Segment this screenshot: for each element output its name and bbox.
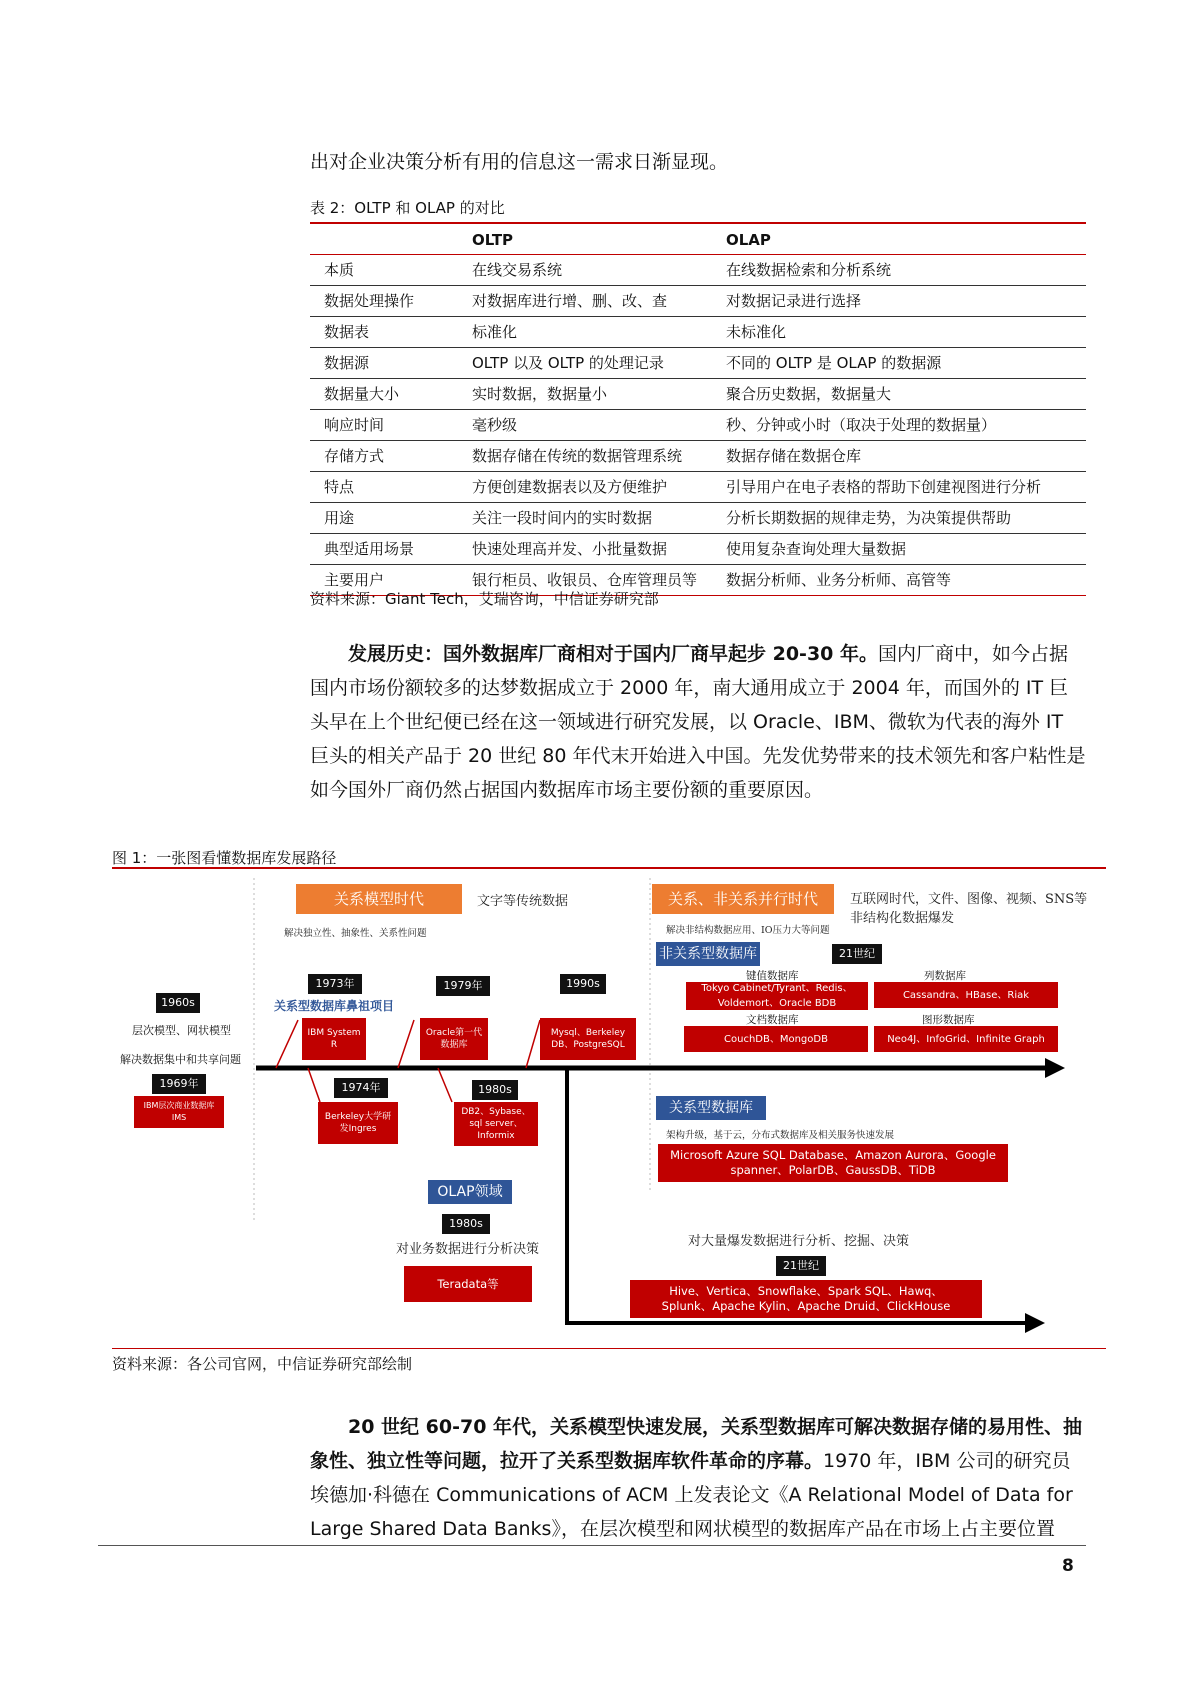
table-cell: 用途 [324, 509, 355, 527]
table-cell: 本质 [324, 261, 355, 279]
parallel-era-title: 关系、非关系并行时代 [652, 884, 834, 914]
table-cell: 数据处理操作 [324, 292, 415, 310]
table-cell: 使用复杂查询处理大量数据 [726, 540, 907, 558]
header-cell-oltp: OLTP [472, 231, 514, 249]
ibm-system-r-box: IBM System R [302, 1018, 366, 1060]
year-1979: 1979年 [436, 976, 490, 996]
relational-era-note: 文字等传统数据 [477, 894, 569, 909]
parallel-era-note: 互联网时代，文件、图像、视频、SNS等非结构化数据爆发 [850, 892, 1088, 926]
teradata-box: Teradata等 [404, 1266, 532, 1302]
year-1973: 1973年 [308, 974, 362, 994]
year-1980s: 1980s [472, 1080, 518, 1100]
intro-text: 出对企业决策分析有用的信息这一需求日渐显现。 [310, 151, 729, 173]
table-cell: 在线交易系统 [472, 261, 563, 279]
table-cell: 数据存储在传统的数据管理系统 [472, 447, 683, 465]
ims-box: IBM层次商业数据库IMS [134, 1096, 224, 1128]
figure-bottom-rule [112, 1348, 1106, 1349]
big-data-box: Hive、Vertica、Snowflake、Spark SQL、Hawq、Splunk、Apache Kylin、Apache Druid、ClickHouse [630, 1280, 982, 1318]
oracle-first-box: Oracle第一代数据库 [420, 1018, 488, 1060]
figure-source: 资料来源：各公司官网，中信证券研究部绘制 [112, 1355, 413, 1373]
table-cell: OLTP 以及 OLTP 的处理记录 [472, 354, 664, 372]
table-cell: 不同的 OLTP 是 OLAP 的数据源 [726, 354, 942, 372]
table-cell: 数据源 [324, 354, 370, 372]
mysql-box: Mysql、Berkeley DB、PostgreSQL [540, 1018, 636, 1060]
hierarchical-model-label: 层次模型、网状模型 [132, 1024, 231, 1037]
page-number: 8 [1062, 1556, 1074, 1576]
connector-1973 [276, 1020, 298, 1068]
table-cell: 对数据记录进行选择 [726, 292, 862, 310]
year-1969: 1969年 [152, 1074, 206, 1094]
year-1960s: 1960s [156, 993, 200, 1013]
olap-title: OLAP领域 [428, 1180, 512, 1204]
table-cell: 数据量大小 [324, 385, 400, 403]
relational-era-sub: 解决独立性、抽象性、关系性问题 [284, 928, 427, 939]
table-cell: 毫秒级 [472, 416, 518, 434]
table-cell: 关注一段时间内的实时数据 [472, 509, 653, 527]
db2-sybase-box: DB2、Sybase、sql server、Informix [454, 1102, 538, 1146]
figure-caption: 图 1：一张图看懂数据库发展路径 [112, 849, 337, 867]
relational-ancestor-label: 关系型数据库鼻祖项目 [274, 999, 395, 1013]
table-cell: 分析长期数据的规律走势，为决策提供帮助 [726, 509, 1012, 527]
relational-paragraph [310, 1410, 1086, 1546]
connector-1990s [526, 1020, 540, 1068]
table-cell: 响应时间 [324, 416, 385, 434]
nonrelational-title: 非关系型数据库 [656, 942, 760, 966]
document-db-label: 文档数据库 [746, 1014, 799, 1026]
column-db-box: Cassandra、HBase、Riak [874, 982, 1058, 1008]
year-1990s: 1990s [560, 974, 606, 994]
connector-1974 [308, 1068, 320, 1102]
main-arrow-head [1045, 1058, 1065, 1078]
olap-year-1980s: 1980s [442, 1214, 490, 1234]
ingres-box: Berkeley大学研发Ingres [318, 1102, 398, 1144]
table-cell: 标准化 [472, 323, 518, 341]
table-cell: 未标准化 [726, 323, 787, 341]
table-source: 资料来源：Giant Tech，艾瑞咨询，中信证券研究部 [310, 590, 659, 608]
history-body: 国内厂商中，如今占据国内市场份额较多的达梦数据成立于 2000 年，南大通用成立于 2004 年，而国外的 IT 巨头早在上个世纪便已经在这一领域进行研究发展，以 Oracle、IBM、微软为代表的海外 IT 巨头的相关产品于 20 世纪 80 年代末开始进入中国。先发优势带来的技术领先和客户粘性是如今国外厂商仍然占据国内数据库市场主要份额的重要原因。 [310, 643, 1086, 801]
year-1974: 1974年 [334, 1078, 388, 1098]
table-cell: 典型适用场景 [324, 540, 415, 558]
olap-note: 对业务数据进行分析决策 [396, 1242, 540, 1257]
connector-1979 [398, 1020, 414, 1068]
big-data-year-21st-century: 21世纪 [776, 1256, 826, 1276]
table-cell: 数据表 [324, 323, 370, 341]
connector-1980s [438, 1068, 452, 1102]
table-cell: 存储方式 [324, 447, 385, 465]
table-caption: 表 2：OLTP 和 OLAP 的对比 [310, 199, 505, 217]
footer-rule [98, 1545, 1086, 1546]
history-lead: 发展历史：国外数据库厂商相对于国内厂商早起步 20-30 年。 [348, 643, 878, 665]
big-data-note: 对大量爆发数据进行分析、挖掘、决策 [688, 1234, 910, 1249]
table-cell: 特点 [324, 478, 355, 496]
table-cell: 主要用户 [324, 571, 385, 589]
cloud-relational-box: Microsoft Azure SQL Database、Amazon Aurora、Google spanner、PolarDB、GaussDB、TiDB [658, 1144, 1008, 1182]
table-cell: 秒、分钟或小时（取决于处理的数据量） [726, 416, 997, 434]
table-cell: 聚合历史数据，数据量大 [726, 385, 892, 403]
hierarchical-problem-label: 解决数据集中和共享问题 [120, 1053, 241, 1066]
table-cell: 引导用户在电子表格的帮助下创建视图进行分析 [726, 478, 1042, 496]
kv-db-box: Tokyo Cabinet/Tyrant、Redis、Voldemort、Oracle BDB [686, 982, 868, 1010]
table-cell: 实时数据，数据量小 [472, 385, 608, 403]
table-cell: 方便创建数据表以及方便维护 [472, 478, 668, 496]
table-cell: 数据存储在数据仓库 [726, 447, 862, 465]
table-cell: 快速处理高并发、小批量数据 [472, 540, 668, 558]
parallel-era-sub: 解决非结构数据应用、IO压力大等问题 [666, 925, 830, 936]
branch-arrow-head [1025, 1313, 1045, 1333]
relational-body: 1970 年，IBM 公司的研究员埃德加·科德在 Communications of ACM 上发表论文《A Relational Model of Data for Large Shared Data Banks》，在层次模型和网状模型的数据库产品在市场上占主要位置 [310, 1450, 1073, 1540]
document-db-box: CouchDB、MongoDB [684, 1026, 868, 1052]
graph-db-label: 图形数据库 [922, 1014, 975, 1026]
header-cell-olap: OLAP [726, 231, 771, 249]
column-db-label: 列数据库 [924, 970, 966, 982]
table-cell: 数据分析师、业务分析师、高管等 [726, 571, 952, 589]
graph-db-box: Neo4J、InfoGrid、Infinite Graph [874, 1026, 1058, 1052]
relational-lead: 20 世纪 60-70 年代，关系模型快速发展，关系型数据库可解决数据存储的易用性、抽象性、独立性等问题，拉开了关系型数据库软件革命的序幕。 [310, 1416, 1083, 1472]
relational-db-title: 关系型数据库 [656, 1096, 766, 1120]
table-cell: 对数据库进行增、删、改、查 [472, 292, 668, 310]
relational-db-sub: 架构升级，基于云，分布式数据库及相关服务快速发展 [666, 1130, 895, 1141]
table-cell: 银行柜员、收银员、仓库管理员等 [472, 571, 698, 589]
kv-db-label: 键值数据库 [746, 970, 799, 982]
table-cell: 在线数据检索和分析系统 [726, 261, 892, 279]
relational-era-title: 关系模型时代 [296, 884, 462, 914]
year-21st-century: 21世纪 [832, 944, 882, 964]
